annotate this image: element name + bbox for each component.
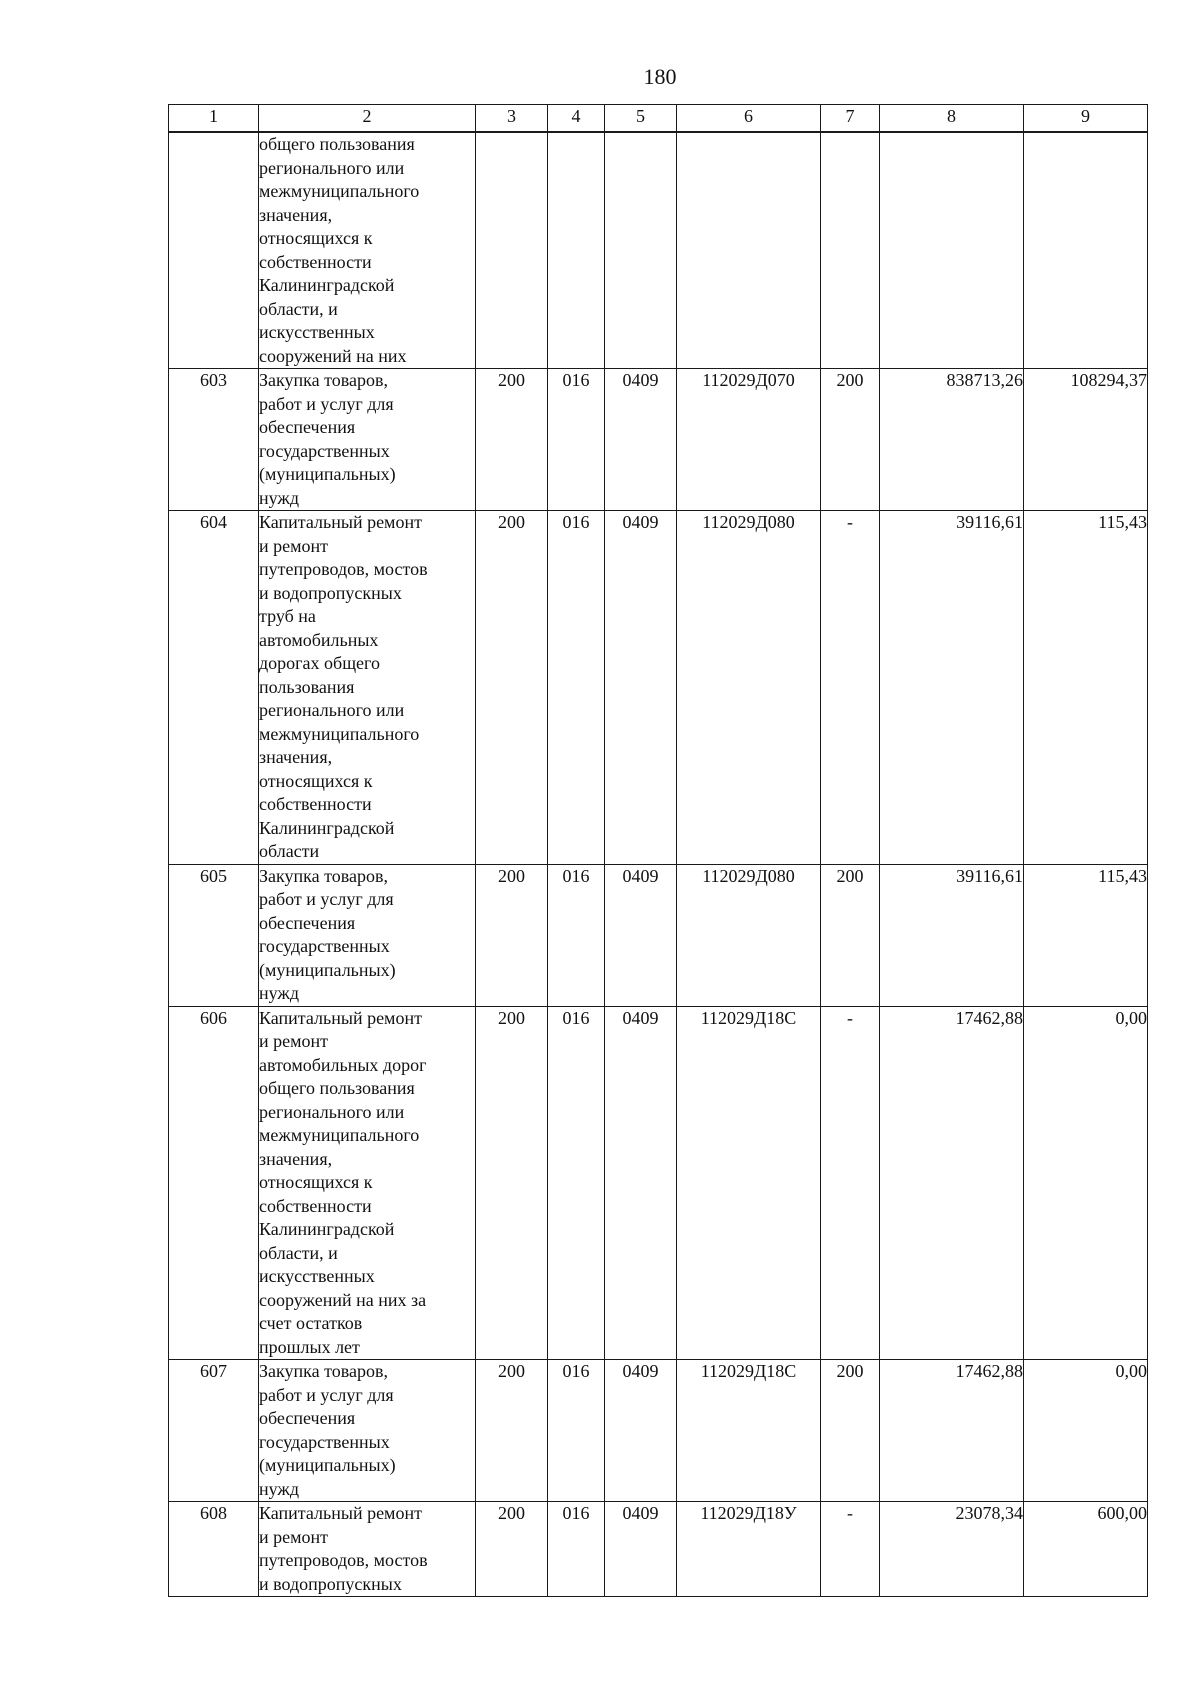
amount-planned: 39116,61 [880, 511, 1024, 865]
item-name: Капитальный ремонт и ремонт путепроводов, мостов и водопропускных труб на автомобильных дорогах общего пользования регионального или межмуниципального значения, относящихся к собственности Калининградской области [259, 511, 476, 865]
header-row [169, 105, 1148, 133]
ministry-code [548, 132, 605, 369]
ministry-code: 016 [548, 511, 605, 865]
header-col-6: 6 [677, 105, 821, 133]
admin-code: 200 [476, 1006, 548, 1360]
section-code: 0409 [605, 864, 677, 1006]
target-article-code: 112029Д070 [677, 369, 821, 511]
expense-type-code: - [821, 1006, 880, 1360]
amount-executed: 0,00 [1024, 1006, 1148, 1360]
amount-executed: 115,43 [1024, 511, 1148, 865]
header-col-5: 5 [605, 105, 677, 133]
expense-type-code: - [821, 1502, 880, 1597]
expense-type-code: 200 [821, 1360, 880, 1502]
table-row [169, 132, 1148, 369]
budget-table [168, 104, 1148, 1597]
section-code: 0409 [605, 1502, 677, 1597]
amount-planned: 17462,88 [880, 1006, 1024, 1360]
amount-executed: 600,00 [1024, 1502, 1148, 1597]
amount-executed [1024, 132, 1148, 369]
item-name: Закупка товаров, работ и услуг для обеспечения государственных (муниципальных) нужд [259, 864, 476, 1006]
header-col-7: 7 [821, 105, 880, 133]
table-body [169, 132, 1148, 1597]
target-article-code [677, 132, 821, 369]
admin-code: 200 [476, 864, 548, 1006]
section-code: 0409 [605, 511, 677, 865]
item-name: общего пользования регионального или межмуниципального значения, относящихся к собственности Калининградской области, и искусственных сооружений на них [259, 132, 476, 369]
header-col-2: 2 [259, 105, 476, 133]
header-col-8: 8 [880, 105, 1024, 133]
table-row [169, 511, 1148, 865]
expense-type-code: - [821, 511, 880, 865]
expense-type-code [821, 132, 880, 369]
page-number: 180 [643, 64, 677, 89]
expense-type-code: 200 [821, 369, 880, 511]
amount-executed: 108294,37 [1024, 369, 1148, 511]
target-article-code: 112029Д18С [677, 1360, 821, 1502]
target-article-code: 112029Д18С [677, 1006, 821, 1360]
item-name: Капитальный ремонт и ремонт путепроводов, мостов и водопропускных [259, 1502, 476, 1597]
ministry-code: 016 [548, 1502, 605, 1597]
row-number: 608 [169, 1502, 259, 1597]
admin-code: 200 [476, 369, 548, 511]
amount-planned: 23078,34 [880, 1502, 1024, 1597]
amount-executed: 0,00 [1024, 1360, 1148, 1502]
row-number: 604 [169, 511, 259, 865]
header-col-3: 3 [476, 105, 548, 133]
section-code [605, 132, 677, 369]
row-number: 607 [169, 1360, 259, 1502]
target-article-code: 112029Д18У [677, 1502, 821, 1597]
expense-type-code: 200 [821, 864, 880, 1006]
row-number: 605 [169, 864, 259, 1006]
section-code: 0409 [605, 369, 677, 511]
item-name: Капитальный ремонт и ремонт автомобильных дорог общего пользования регионального или межмуниципального значения, относящихся к собственности Калининградской области, и искусственных сооружений на них за счет остатков прошлых лет [259, 1006, 476, 1360]
header-col-4: 4 [548, 105, 605, 133]
header-col-9: 9 [1024, 105, 1148, 133]
ministry-code: 016 [548, 1360, 605, 1502]
item-name: Закупка товаров, работ и услуг для обеспечения государственных (муниципальных) нужд [259, 369, 476, 511]
table-row [169, 1006, 1148, 1360]
amount-planned: 39116,61 [880, 864, 1024, 1006]
amount-planned: 17462,88 [880, 1360, 1024, 1502]
table-row [169, 1502, 1148, 1597]
amount-planned [880, 132, 1024, 369]
admin-code [476, 132, 548, 369]
table-row [169, 1360, 1148, 1502]
row-number: 606 [169, 1006, 259, 1360]
ministry-code: 016 [548, 1006, 605, 1360]
target-article-code: 112029Д080 [677, 511, 821, 865]
admin-code: 200 [476, 1502, 548, 1597]
table-row [169, 369, 1148, 511]
header-col-1: 1 [169, 105, 259, 133]
ministry-code: 016 [548, 864, 605, 1006]
row-number: 603 [169, 369, 259, 511]
amount-planned: 838713,26 [880, 369, 1024, 511]
section-code: 0409 [605, 1360, 677, 1502]
row-number [169, 132, 259, 369]
admin-code: 200 [476, 511, 548, 865]
item-name: Закупка товаров, работ и услуг для обеспечения государственных (муниципальных) нужд [259, 1360, 476, 1502]
amount-executed: 115,43 [1024, 864, 1148, 1006]
target-article-code: 112029Д080 [677, 864, 821, 1006]
table-row [169, 864, 1148, 1006]
admin-code: 200 [476, 1360, 548, 1502]
section-code: 0409 [605, 1006, 677, 1360]
ministry-code: 016 [548, 369, 605, 511]
